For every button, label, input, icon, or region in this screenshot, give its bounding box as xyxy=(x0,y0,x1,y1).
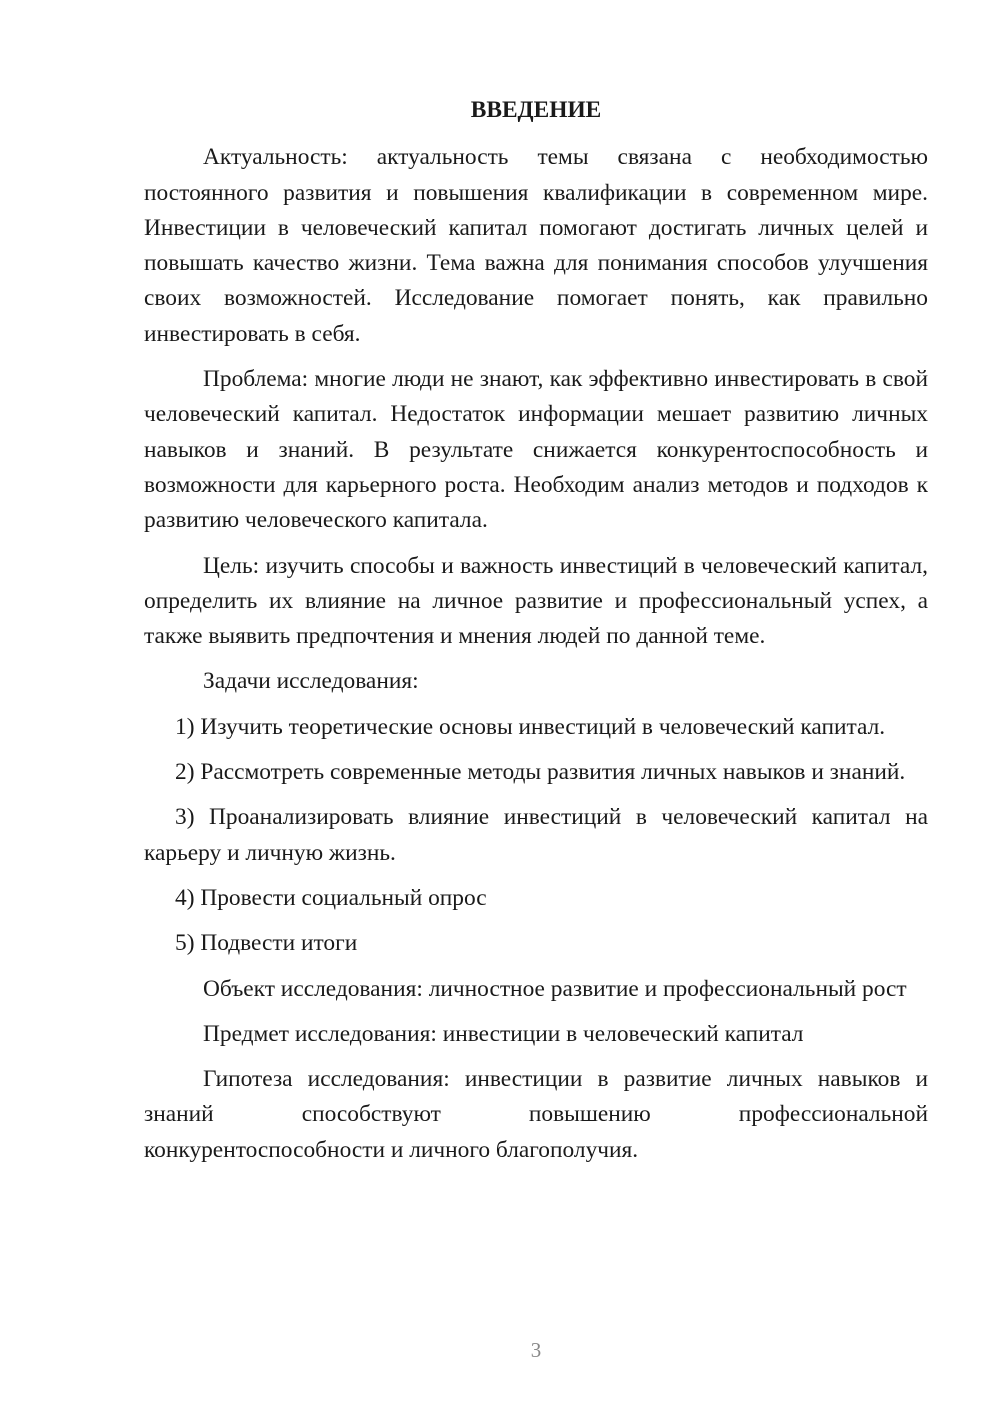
task-item-5: 5) Подвести итоги xyxy=(175,930,358,957)
task-item-3: 3) Проанализировать влияние инвестиций в человеческий капитал на карьеру и личную жизнь. xyxy=(144,804,928,866)
hypothesis-paragraph: Гипотеза исследования: инвестиции в развитие личных навыков и знаний способствуют повышению профессиональной конкурентоспособности и личного благополучия. xyxy=(144,1066,928,1163)
relevance-paragraph: Актуальность: актуальность темы связана с необходимостью постоянного развития и повышения квалификации в современном мире. Инвестиции в человеческий капитал помогают достигать личных целей и повышать качество жизни. Тема важна для понимания способов улучшения своих возможностей. Исследование помогает понять, как правильно инвестировать в себя. xyxy=(144,144,928,347)
problem-paragraph: Проблема: многие люди не знают, как эффективно инвестировать в свой человеческий капитал. Недостаток информации мешает развитию личных навыков и знаний. В результате снижается конкурентоспособность и возможности для карьерного роста. Необходим анализ методов и подходов к развитию человеческого капитала. xyxy=(144,366,928,534)
task-item-4: 4) Провести социальный опрос xyxy=(175,884,487,911)
tasks-heading: Задачи исследования: xyxy=(203,668,419,695)
subject-paragraph: Предмет исследования: инвестиции в человеческий капитал xyxy=(203,1020,804,1047)
task-item-1: 1) Изучить теоретические основы инвестиций в человеческий капитал. xyxy=(175,713,886,740)
page-content xyxy=(144,93,928,1178)
object-paragraph: Объект исследования: личностное развитие и профессиональный рост xyxy=(203,975,907,1002)
page-number: 3 xyxy=(530,1338,542,1362)
section-title: ВВЕДЕНИЕ xyxy=(470,97,602,123)
goal-paragraph: Цель: изучить способы и важность инвестиций в человеческий капитал, определить их влияние на личное развитие и профессиональный успех, а также выявить предпочтения и мнения людей по данной теме. xyxy=(144,552,928,650)
task-item-2: 2) Рассмотреть современные методы развития личных навыков и знаний. xyxy=(175,759,906,786)
